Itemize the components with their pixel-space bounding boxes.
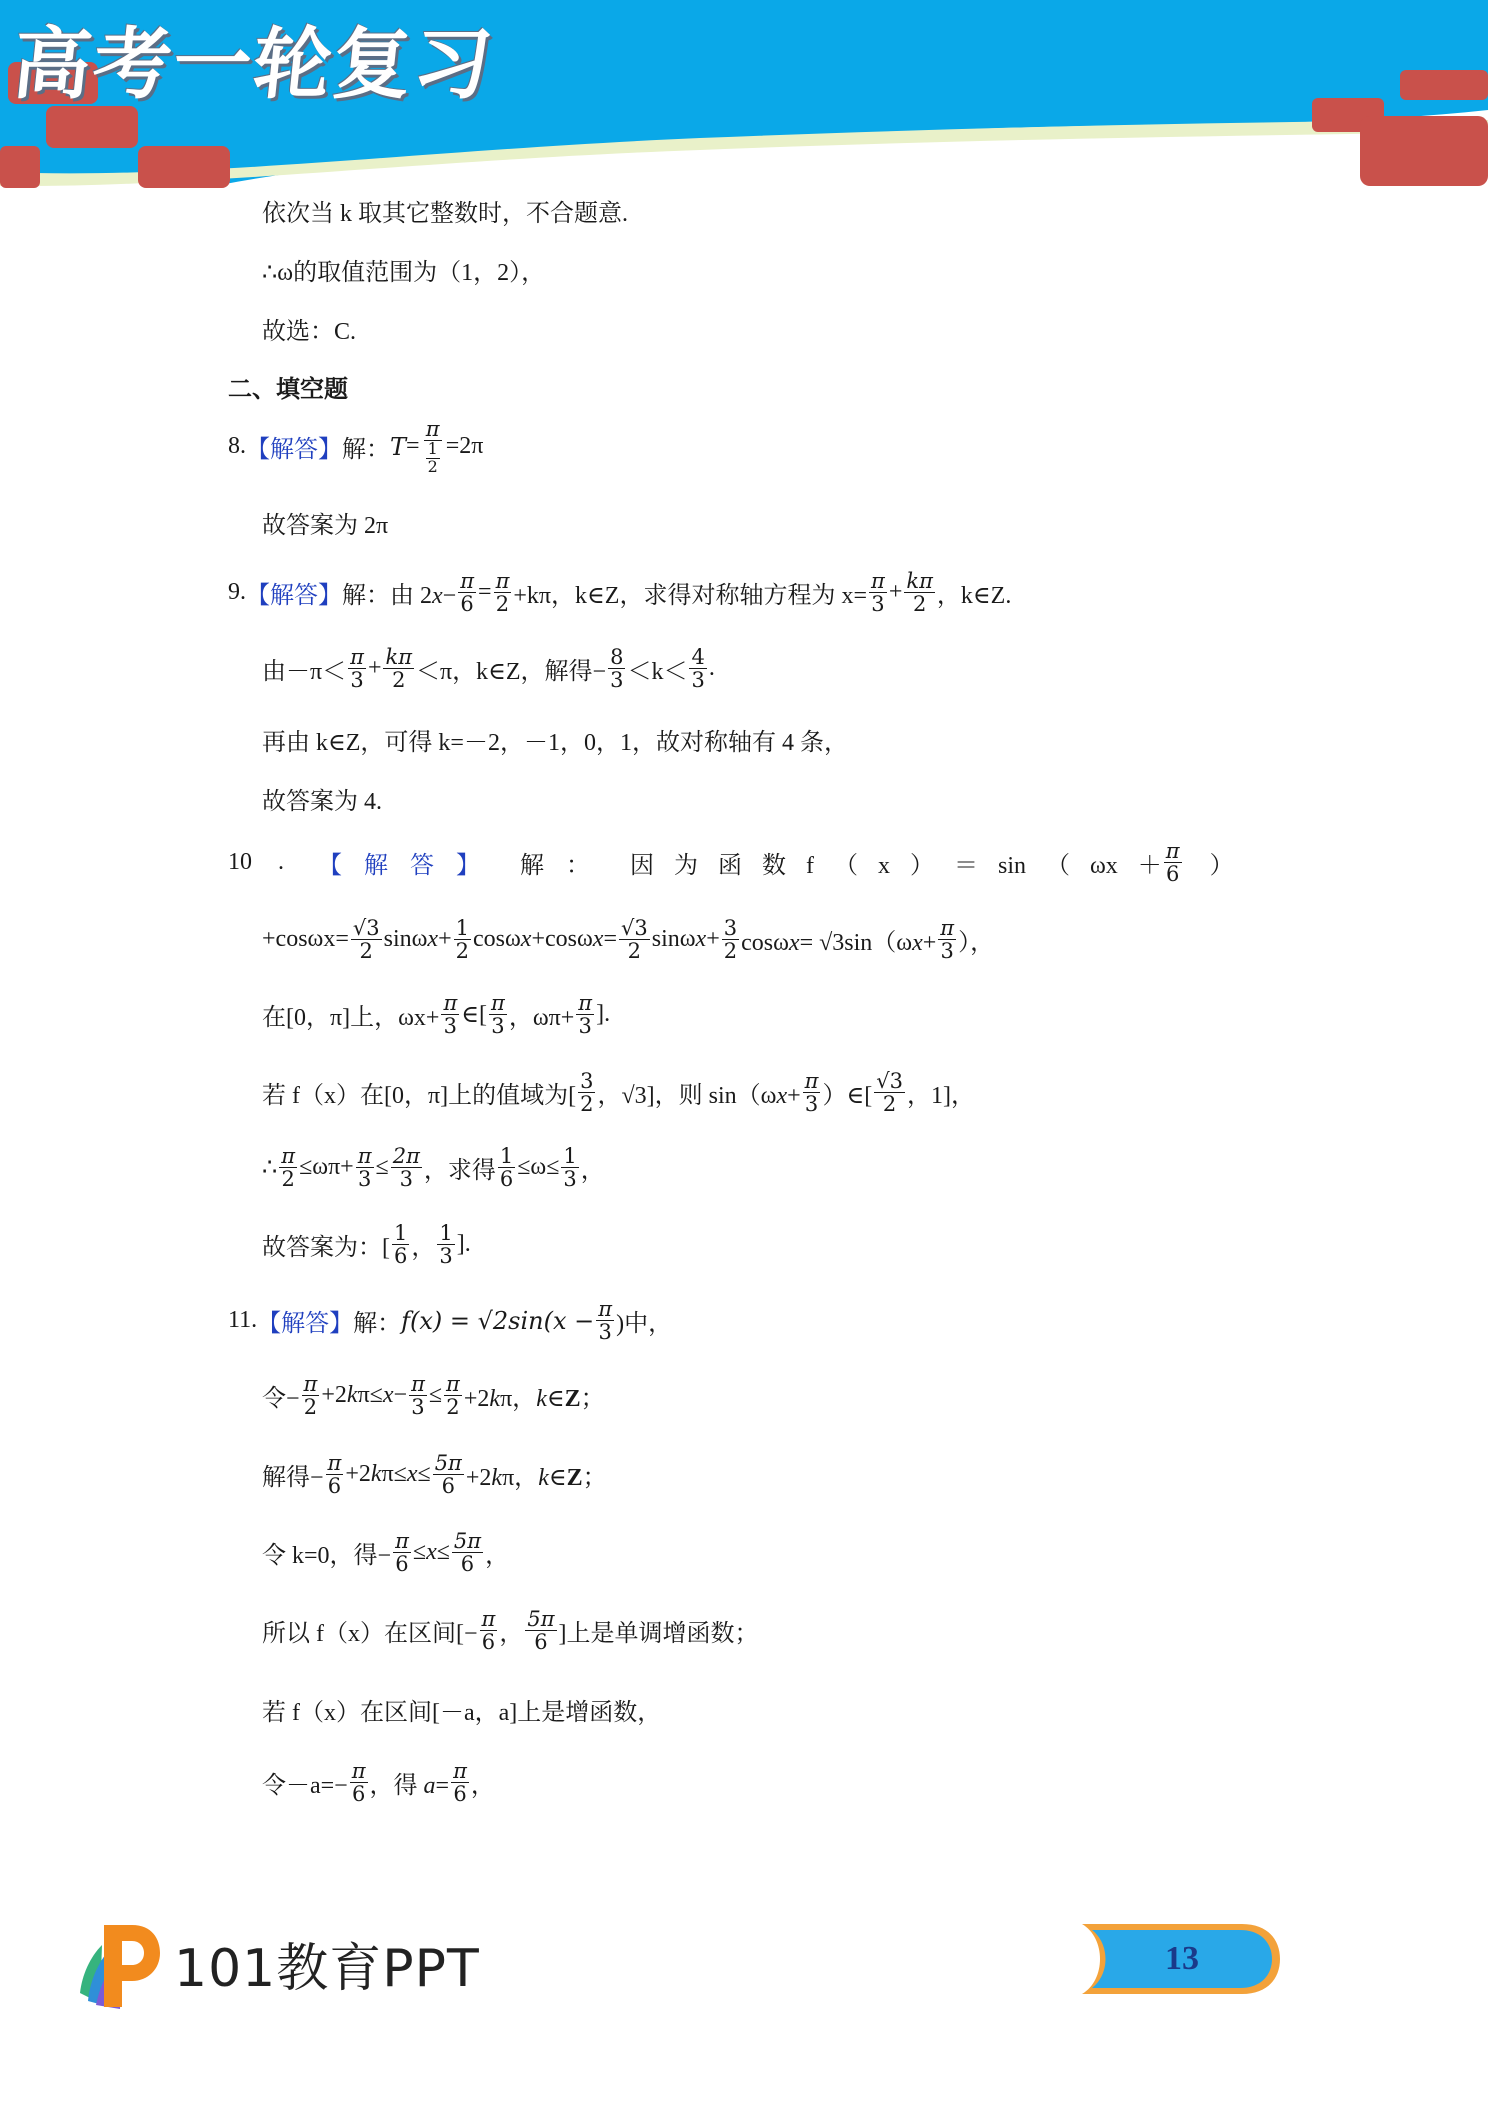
solution-prefix: 解： [342, 437, 390, 464]
page-number-badge [1082, 1920, 1262, 1998]
text-line: 令− $\frac{\pi}{2}$ +2kπ≤x− $\frac{\pi}{3}$ ≤ $\frac{\pi}{2}$ +2kπ，k∈Z； [262, 1372, 605, 1420]
brand-name: 101教育PPT [174, 1938, 480, 1999]
header-banner [0, 0, 1488, 200]
answer-tag: 【解答】 [246, 437, 342, 464]
banner-title: 高考一轮复习 [8, 20, 499, 110]
text-line: 解得− $\frac{\pi}{6}$ +2kπ≤x≤ $\frac{5\pi}{6}$ +2kπ，k∈Z； [262, 1451, 607, 1499]
answer-tag: 【解答】 [246, 583, 342, 610]
section-heading: 二、填空题 [228, 377, 348, 403]
answer-line: 故答案为 4. [262, 789, 382, 815]
text-line: 若 f（x）在[0，π]上的值域为[ $\frac{3}{2}$ ，√3]，则 sin（ωx+ $\frac{\pi}{3}$ ）∈[ $\frac{√3}{2}$ ，1]， [262, 1069, 975, 1117]
question-10-line: 10 . 【解答】 解： 因 为 函 数 f （ x ） ＝ sin （ ωx ＋ $\frac{\pi}{6}$ ） [228, 839, 1234, 887]
question-11-line: 11. 【解答】 解： f(x) = √2sin(x − $\frac{\pi}{3}$ )中， [228, 1297, 673, 1345]
text-line: +cosωx= $\frac{√3}{2}$ sinωx+ $\frac{1}{2}$ cosωx+cosωx= $\frac{√3}{2}$ sinωx+ $\frac{3}{2}$ cosωx= √3sin（ωx+ $\frac{\pi}{3}$ ）， [262, 916, 995, 964]
question-number: 9. [228, 579, 246, 606]
text-line: 令－a=− $\frac{\pi}{6}$ ，得 a= $\frac{\pi}{6}$ ， [262, 1759, 495, 1807]
text-line: 由－π＜ $\frac{\pi}{3}$ + $\frac{k\pi}{2}$ ＜π，k∈Z，解得− $\frac{8}{3}$ ＜k＜ $\frac{4}{3}$ . [262, 645, 715, 693]
question-9-line: 9. 【解答】 解： 由 2x− $\frac{\pi}{6}$ = $\frac{\pi}{2}$ +kπ，k∈Z，求得对称轴方程为 x= $\frac{\pi}{3}$ + $\frac{k\pi}{2}$ ，k∈Z. [228, 569, 1012, 617]
answer-line: 故答案为 2π [262, 513, 389, 539]
question-8-line: 8. 【解答】 解： T = $\frac{\pi}{\frac{1}{2}}$ =2π [228, 417, 484, 476]
question-number: 10 [228, 849, 252, 876]
p-logo-icon [70, 1915, 166, 2011]
text-line: 若 f（x）在区间[－a，a]上是增函数， [262, 1700, 662, 1726]
question-number: 11. [228, 1307, 258, 1334]
solution-prefix: 解： [520, 853, 612, 880]
text-line: ∴ $\frac{\pi}{2}$ ≤ωπ+ $\frac{\pi}{3}$ ≤ $\frac{2\pi}{3}$ ，求得 $\frac{1}{6}$ ≤ω≤ $\frac{1}{3}$ ， [262, 1144, 605, 1192]
answer-line: 故答案为：[ $\frac{1}{6}$ ， $\frac{1}{3}$ ]. [262, 1221, 471, 1269]
solution-prefix: 解： [342, 583, 390, 610]
brand-logo [70, 1915, 480, 2011]
answer-tag: 【解答】 [257, 1311, 354, 1338]
text-line: ∴ω的取值范围为（1，2）， [262, 260, 546, 286]
text-line: 在[0，π]上，ωx+ $\frac{\pi}{3}$ ∈[ $\frac{\pi}{3}$ ，ωπ+ $\frac{\pi}{3}$ ]. [262, 991, 611, 1039]
text-line: 依次当 k 取其它整数时，不合题意. [262, 201, 628, 227]
text-line: 再由 k∈Z，可得 k=－2，－1，0，1，故对称轴有 4 条， [262, 730, 848, 756]
text-line: 所以 f（x）在区间[− $\frac{\pi}{6}$ ， $\frac{5\pi}{6}$ ]上是单调增函数； [262, 1607, 759, 1655]
solution-prefix: 解： [353, 1311, 402, 1338]
answer-tag: 【解答】 [318, 853, 502, 880]
page-number: 13 [1165, 1940, 1199, 1977]
question-number: 8. [228, 433, 246, 460]
text-line: 故选：C. [262, 319, 357, 345]
text-line: 令 k=0，得− $\frac{\pi}{6}$ ≤x≤ $\frac{5\pi}{6}$ ， [262, 1529, 510, 1577]
